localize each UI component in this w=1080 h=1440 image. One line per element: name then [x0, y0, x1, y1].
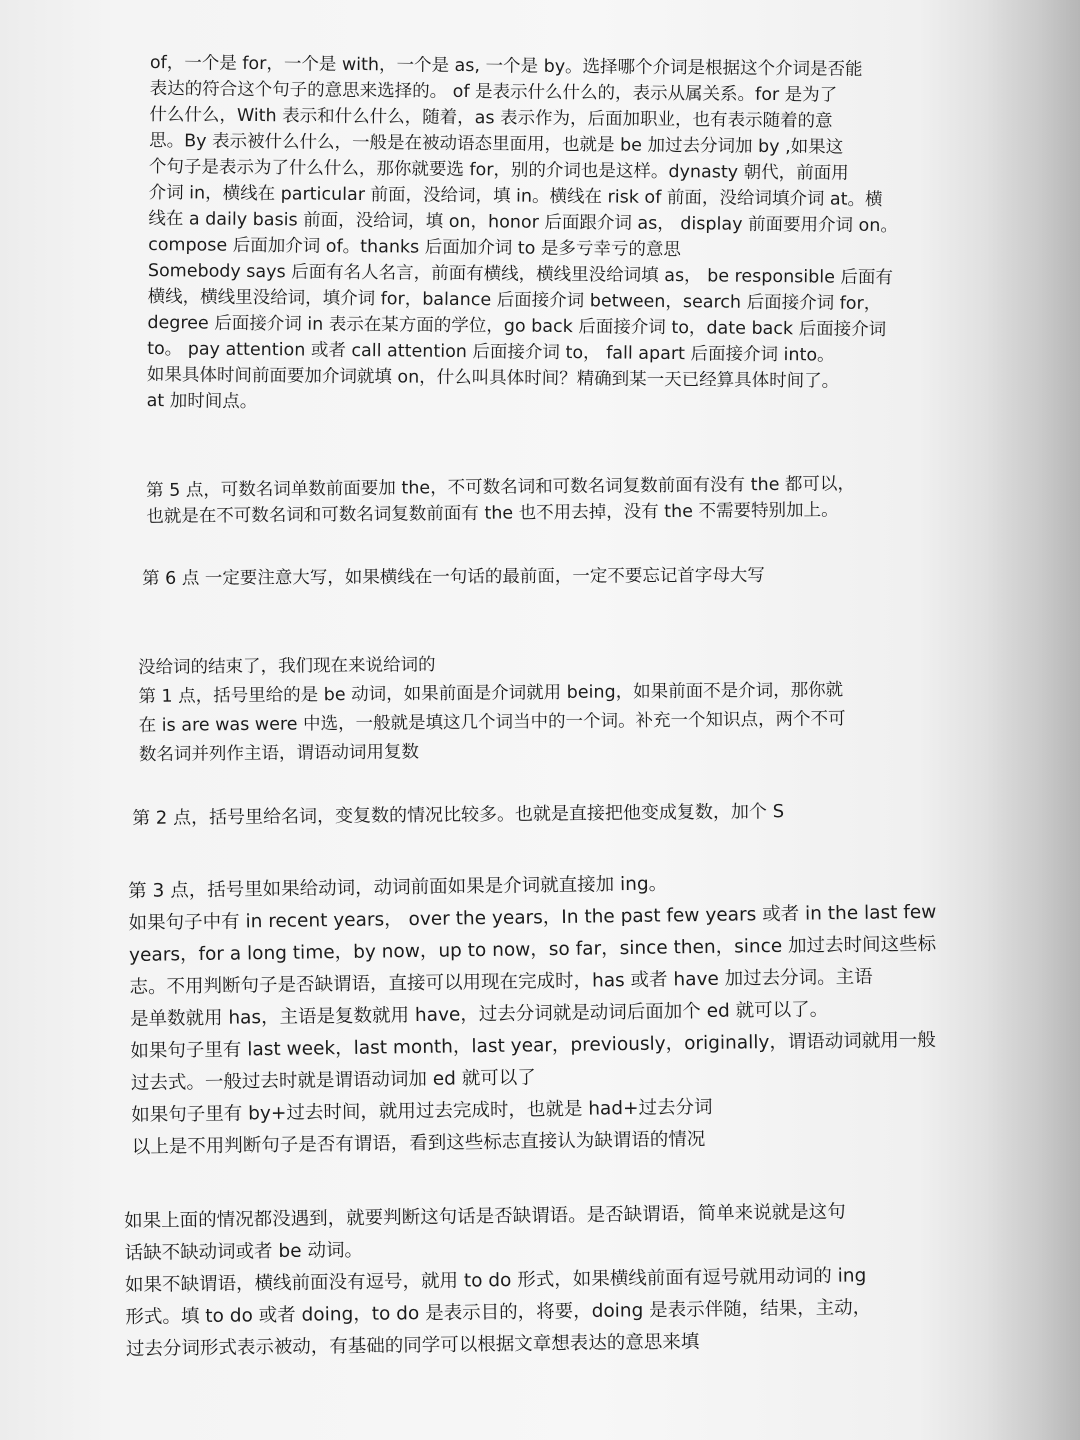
text-line: 没给词的结束了，我们现在来说给词的: [138, 655, 436, 678]
paragraph-predicate-check: [124, 1196, 872, 1366]
text-line: 第 6 点 一定要注意大写，如果横线在一句话的最前面，一定不要忘记首字母大写: [142, 565, 765, 589]
text-line: 以上是不用判断句子是否有谓语，看到这些标志直接认为缺谓语的情况: [131, 1128, 706, 1158]
text-line: 过去分词形式表示被动，有基础的同学可以根据文章想表达的意思来填: [125, 1331, 700, 1360]
text-line: 表达的符合这个句子的意思来选择的。 of 是表示什么什么的，表示从属关系。for 是为了: [149, 78, 838, 106]
text-line: 第 1 点，括号里给的是 be 动词，如果前面是介词就用 being，如果前面不是介词，那你就: [138, 680, 844, 707]
text-line: 过去式。一般过去时就是谓语动词加 ed 就可以了: [130, 1067, 536, 1094]
text-line: 第 2 点，括号里给名词，变复数的情况比较多。也就是直接把他变成复数，加个 S: [132, 801, 785, 829]
text-line: 志。不用判断句子是否缺谓语，直接可以用现在完成时，has 或者 have 加过去分词。主语: [129, 966, 873, 998]
text-line: compose 后面加介词 of。thanks 后面加介词 to 是多亏幸亏的意思: [148, 234, 682, 261]
text-line: 如果具体时间前面要加介词就填 on，什么叫具体时间？精确到某一天已经算具体时间了。: [146, 364, 840, 392]
paragraph-point-3: [128, 865, 940, 1164]
text-line: 如果句子中有 in recent years， over the years，In the past few years 或者 in the last few: [128, 901, 937, 934]
paragraph-point-5: [146, 471, 855, 530]
text-line: 如果句子里有 by+过去时间，就用过去完成时，也就是 had+过去分词: [131, 1096, 713, 1126]
text-line: 如果句子里有 last week，last month，last year，previously，originally，谓语动词就用一般: [130, 1029, 937, 1062]
text-line: degree 后面接介词 in 表示在某方面的学位，go back 后面接介词 to，date back 后面接介词: [147, 312, 887, 341]
paragraph-prepositions: [147, 50, 900, 421]
text-line: 是单数就用 has，主语是复数就用 have，过去分词就是动词后面加个 ed 就可以了。: [129, 999, 829, 1030]
text-line: years，for a long time，by now，up to now，so far，since then，since 加过去时间这些标: [128, 933, 937, 966]
text-line: 个句子是表示为了什么什么，那你就要选 for，别的介词也是这样。dynasty 朝代，前面用: [148, 156, 849, 184]
text-line: 如果上面的情况都没遇到，就要判断这句话是否缺谓语。是否缺谓语，简单来说就是这句: [124, 1201, 846, 1232]
text-line: Somebody says 后面有名人名言，前面有横线，横线里没给词填 as， be responsible 后面有: [147, 260, 894, 289]
text-line: 如果不缺谓语，横线前面没有逗号，就用 to do 形式，如果横线前面有逗号就用动词的 ing: [124, 1265, 867, 1296]
document-body: [0, 48, 1080, 1440]
text-line: 也就是在不可数名词和可数名词复数前面有 the 也不用去掉，没有 the 不需要特别加上。: [146, 500, 839, 527]
paragraph-point-6: [142, 563, 765, 592]
text-line: 第 3 点，括号里如果给动词，动词前面如果是介词就直接加 ing。: [128, 873, 668, 902]
text-line: at 加时间点。: [146, 390, 258, 413]
paragraph-given-words-point-1: [138, 647, 846, 770]
text-line: 话缺不缺动词或者 be 动词。: [124, 1239, 364, 1264]
text-line: 第 5 点，可数名词单数前面要加 the，不可数名词和可数名词复数前面有没有 the 都可以，: [146, 474, 856, 501]
text-line: 什么什么，With 表示和什么什么，随着，as 表示作为，后面加职业，也有表示随着的意: [149, 104, 833, 132]
text-line: to。 pay attention 或者 call attention 后面接介词 to， fall apart 后面接介词 into。: [147, 338, 835, 366]
text-line: 介词 in，横线在 particular 前面，没给词，填 in。横线在 risk of 前面，没给词填介词 at。横: [148, 182, 883, 211]
text-line: 形式。填 to do 或者 doing，to do 是表示目的，将要，doing 是表示伴随，结果，主动，: [125, 1297, 872, 1328]
text-line: 思。By 表示被什么什么，一般是在被动语态里面用，也就是 be 加过去分词加 by ,如果这: [149, 130, 844, 158]
paragraph-point-2: [132, 799, 784, 832]
text-line: 线在 a daily basis 前面，没给词，填 on，honor 后面跟介词 as， display 前面要用介词 on。: [148, 208, 899, 237]
text-line: 在 is are was were 中选，一般就是填这几个词当中的一个词。补充一个知识点，两个不可: [138, 709, 846, 736]
text-line: of，一个是 for，一个是 with，一个是 as, 一个是 by。选择哪个介词是根据这个介词是否能: [149, 52, 863, 80]
text-line: 横线，横线里没给词，填介词 for，balance 后面接介词 between，search 后面接介词 for，: [147, 286, 882, 315]
text-line: 数名词并列作主语，谓语动词用复数: [138, 742, 420, 765]
